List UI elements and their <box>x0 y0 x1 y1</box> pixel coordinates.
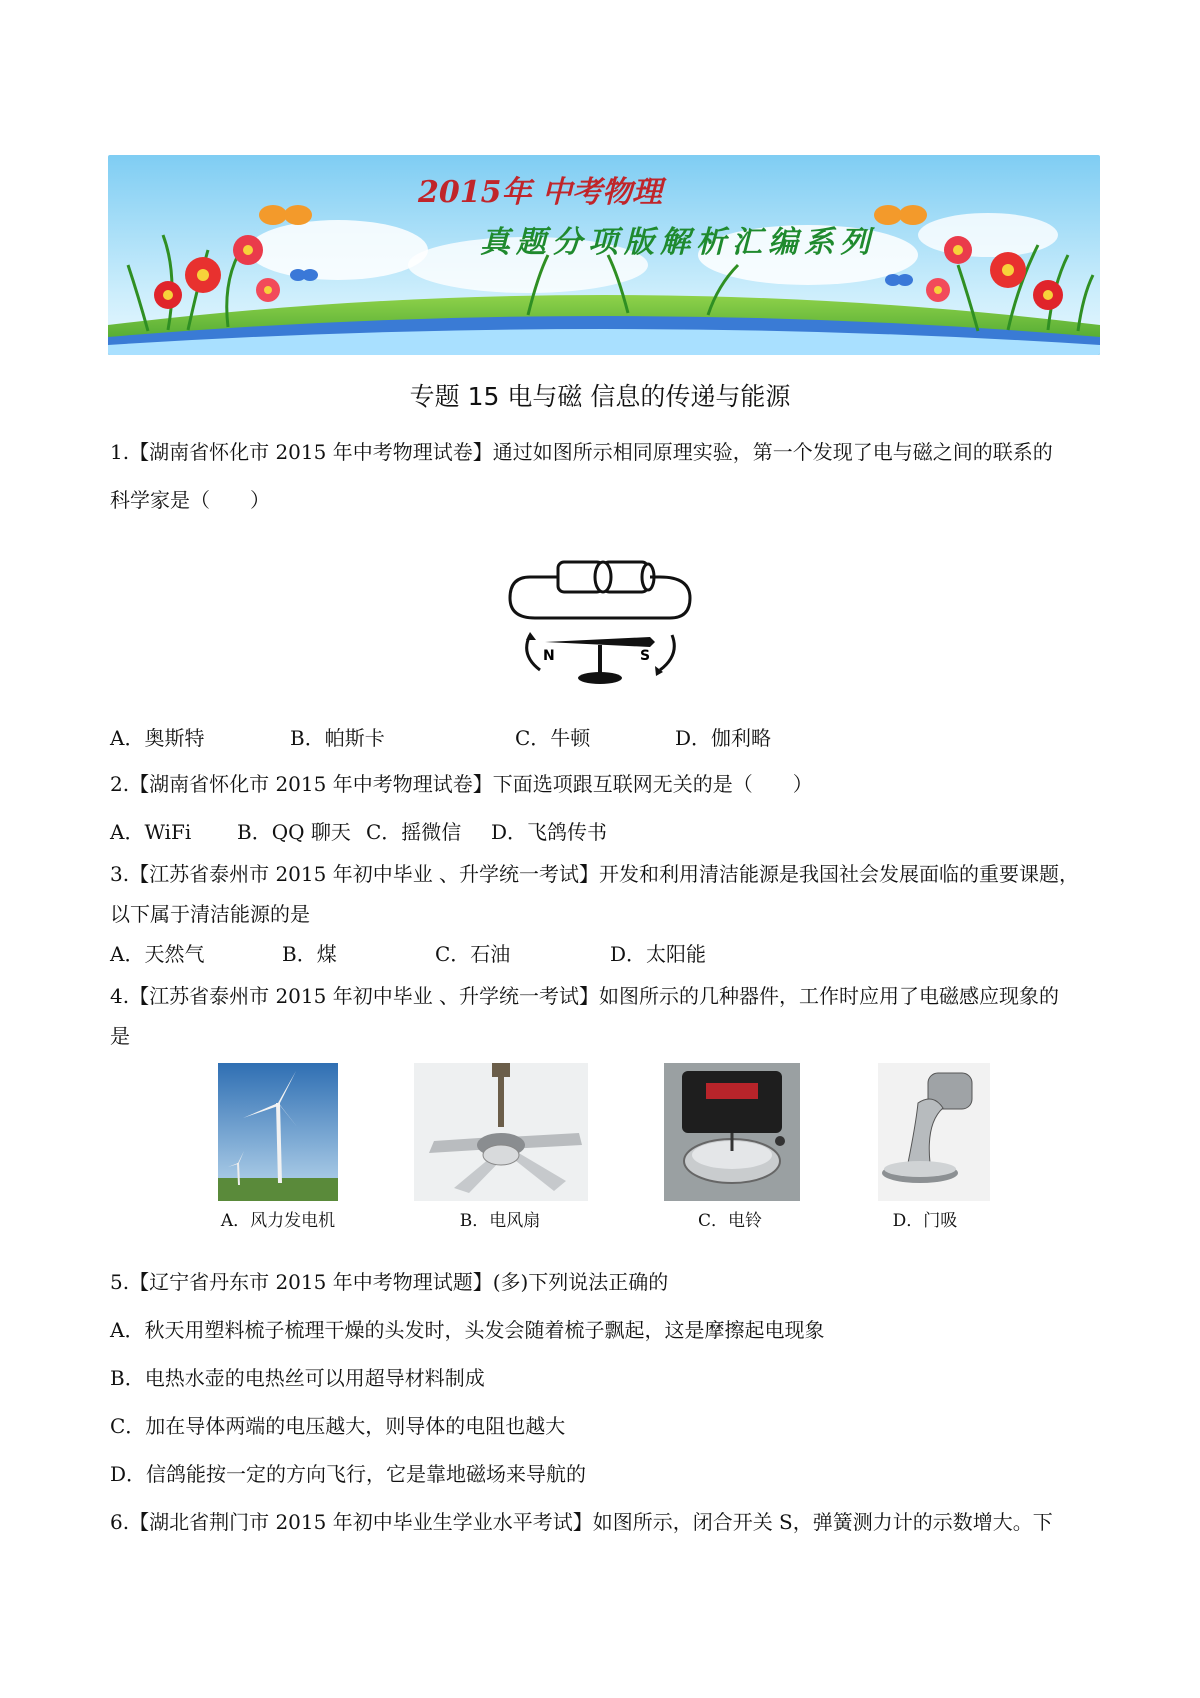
q2-option-b: B．QQ 聊天 <box>237 820 351 844</box>
door-stopper-image <box>878 1063 990 1201</box>
q1-stem-line2: 科学家是（ ） <box>110 488 270 512</box>
q1-option-d: D．伽利略 <box>675 726 772 750</box>
q5-option-d: D．信鸽能按一定的方向飞行，它是靠地磁场来导航的 <box>110 1462 587 1486</box>
header-banner <box>108 155 1100 355</box>
electric-bell-image <box>664 1063 800 1201</box>
q4-caption-d: D．门吸 <box>892 1211 958 1231</box>
q3-option-c: C．石油 <box>435 942 511 966</box>
ceiling-fan-icon <box>414 1063 588 1201</box>
q2-option-c: C．摇微信 <box>366 820 462 844</box>
q5-option-b: B．电热水壶的电热丝可以用超导材料制成 <box>110 1366 485 1390</box>
figure-n-label: N <box>543 648 555 664</box>
q1-option-a: A．奥斯特 <box>110 726 205 750</box>
q1-figure <box>500 540 710 700</box>
q2-stem: 2.【湖南省怀化市 2015 年中考物理试卷】下面选项跟互联网无关的是（ ） <box>110 772 813 796</box>
banner-title-line2: 真题分项版解析汇编系列 <box>480 225 876 260</box>
oersted-experiment-icon <box>500 540 710 700</box>
q3-option-a: A．天然气 <box>110 942 205 966</box>
q3-option-b: B．煤 <box>282 942 337 966</box>
electric-bell-icon <box>664 1063 800 1201</box>
q5-option-c: C．加在导体两端的电压越大，则导体的电阻也越大 <box>110 1414 566 1438</box>
banner-title-line1: 2015年 中考物理 <box>418 175 662 210</box>
q2-option-d: D．飞鸽传书 <box>491 820 608 844</box>
q3-stem-line2: 以下属于清洁能源的是 <box>110 902 310 926</box>
q4-caption-c: C．电铃 <box>697 1211 762 1231</box>
q1-option-b: B．帕斯卡 <box>290 726 385 750</box>
q6-stem: 6.【湖北省荆门市 2015 年初中毕业生学业水平考试】如图所示，闭合开关 S，弹簧测力计的示数增大。下 <box>110 1510 1053 1534</box>
wind-turbine-icon <box>218 1063 338 1201</box>
section-title: 专题 15 电与磁 信息的传递与能源 <box>409 382 791 411</box>
figure-s-label: S <box>640 648 651 664</box>
q1-stem-line1: 1.【湖南省怀化市 2015 年中考物理试卷】通过如图所示相同原理实验，第一个发现了电与磁之间的联系的 <box>110 440 1053 464</box>
q5-option-a: A．秋天用塑料梳子梳理干燥的头发时，头发会随着梳子飘起，这是摩擦起电现象 <box>110 1318 825 1342</box>
q3-stem-line1: 3.【江苏省泰州市 2015 年初中毕业 、升学统一考试】开发和利用清洁能源是我国社会发展面临的重要课题， <box>110 862 1080 886</box>
q4-stem-line1: 4.【江苏省泰州市 2015 年初中毕业 、升学统一考试】如图所示的几种器件，工作时应用了电磁感应现象的 <box>110 984 1060 1008</box>
q4-stem-line2: 是 <box>110 1024 130 1048</box>
q3-option-d: D．太阳能 <box>610 942 707 966</box>
q1-option-c: C．牛顿 <box>515 726 591 750</box>
door-stopper-icon <box>878 1063 990 1201</box>
q4-caption-a: A．风力发电机 <box>220 1211 336 1231</box>
wind-turbine-image <box>218 1063 338 1201</box>
q4-caption-b: B．电风扇 <box>459 1211 541 1231</box>
q2-option-a: A．WiFi <box>110 820 192 844</box>
q5-stem: 5.【辽宁省丹东市 2015 年中考物理试题】(多)下列说法正确的 <box>110 1270 669 1294</box>
ceiling-fan-image <box>414 1063 588 1201</box>
